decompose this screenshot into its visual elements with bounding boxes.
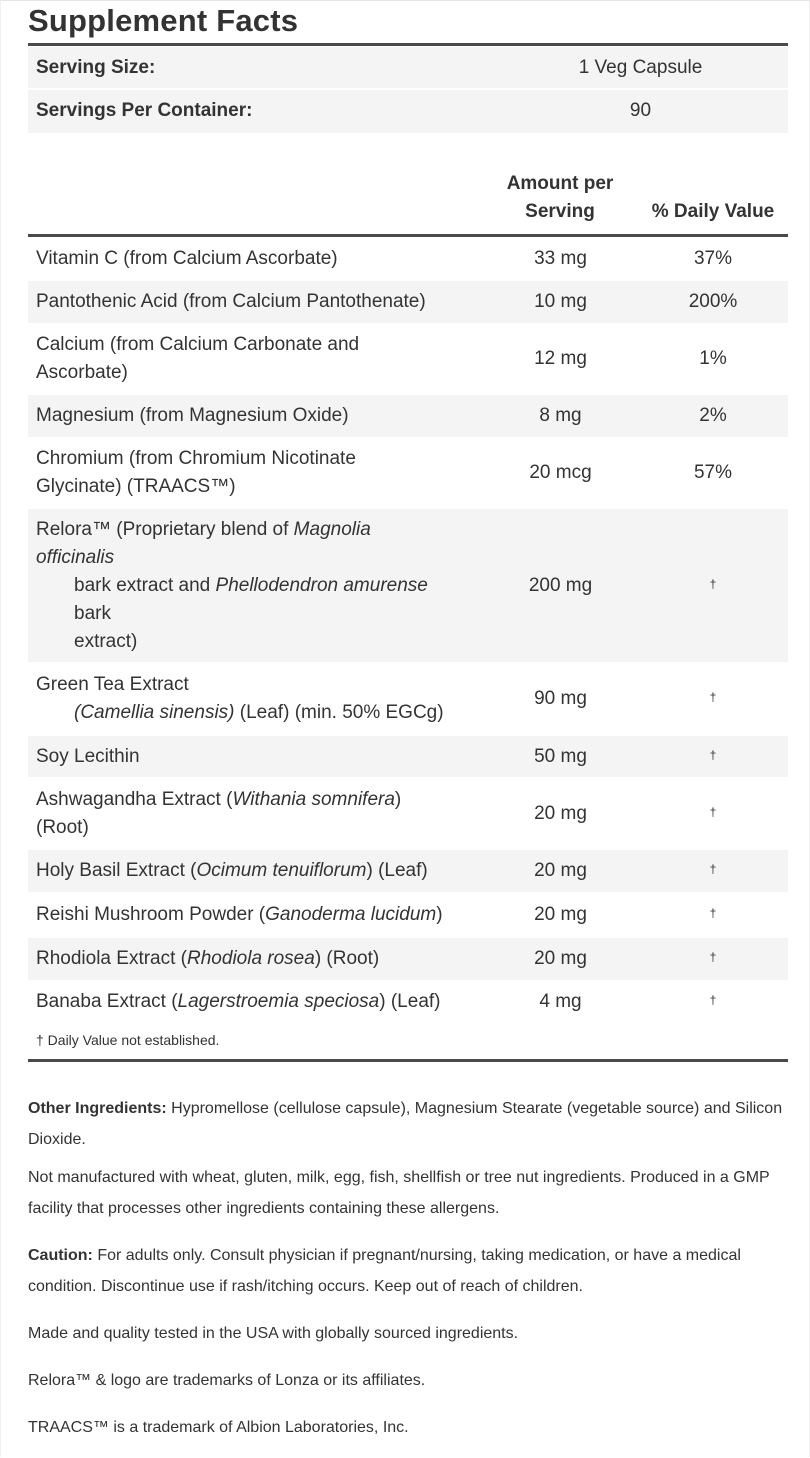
nutrient-amount: 20 mg [534, 948, 587, 969]
nutrient-amount: 33 mg [534, 247, 587, 269]
nutrient-dv: † [709, 950, 717, 964]
nutrient-name [36, 779, 496, 848]
nutrient-row [28, 736, 788, 777]
nutrient-amount: 12 mg [534, 348, 587, 369]
nutrient-name-text: Relora™ (Proprietary blend of [36, 518, 294, 540]
botanical-name: officinalis [36, 546, 115, 568]
nutrient-amount: 50 mg [534, 745, 587, 767]
header-rule [28, 234, 788, 237]
servings-per-container-label: Servings Per Container: [36, 100, 253, 121]
nutrient-name-text: extract) [74, 630, 138, 652]
nutrient-name-line: Chromium (from Chromium Nicotinate [36, 448, 356, 469]
nutrient-name-text: ) (Leaf) [379, 991, 441, 1012]
nutrient-row [28, 894, 788, 936]
serving-size-label: Serving Size: [36, 57, 156, 78]
nutrient-dv: † [709, 690, 717, 704]
nutrient-amount: 10 mg [534, 291, 587, 312]
made-in-note: Made and quality tested in the USA with globally sourced ingredients. [28, 1325, 519, 1342]
caution-label: Caution: [28, 1247, 93, 1264]
daily-value-footnote: † Daily Value not established. [36, 1032, 220, 1048]
nutrient-name-line: Ascorbate) [36, 362, 128, 383]
servings-per-container-value: 90 [629, 100, 652, 121]
nutrient-row [28, 281, 788, 323]
other-ingredients [28, 1093, 788, 1155]
botanical-name: (Camellia sinensis) [74, 702, 235, 723]
nutrient-amount: 20 mcg [529, 462, 592, 483]
nutrient-amount: 200 mg [528, 574, 593, 596]
nutrient-name-text: ) (Root) [314, 948, 380, 969]
amount-header-line2: Serving [525, 201, 595, 222]
nutrient-amount: 20 mg [534, 904, 587, 925]
title-rule [28, 43, 788, 46]
nutrient-name [36, 981, 496, 1023]
nutrient-dv: † [709, 747, 717, 762]
nutrient-row [28, 664, 788, 734]
botanical-name: Magnolia [293, 518, 371, 540]
nutrient-name-line: Green Tea Extract [36, 674, 189, 695]
nutrient-dv: † [709, 576, 717, 591]
nutrient-dv: 37% [693, 247, 733, 269]
nutrient-amount: 4 mg [539, 991, 582, 1012]
serving-size-row [28, 47, 788, 88]
nutrient-dv: † [709, 906, 717, 920]
nutrient-dv: 1% [699, 348, 727, 369]
caution-text: For adults only. Consult physician if pregnant/nursing, taking medication, or have a medical condition. Discontinue use if rash/itching occurs. Keep out of reach of children. [28, 1247, 741, 1295]
serving-size-value: 1 Veg Capsule [578, 57, 703, 78]
botanical-name: Ocimum tenuiflorum [196, 860, 367, 881]
nutrient-row [28, 439, 788, 507]
nutrient-name [36, 439, 496, 507]
nutrient-name: Pantothenic Acid (from Calcium Pantothenate) [36, 291, 426, 312]
nutrient-dv: 200% [688, 291, 738, 312]
nutrient-name [36, 894, 496, 936]
nutrient-name-text: ) [436, 904, 443, 925]
nutrient-row [28, 395, 788, 437]
amount-header-line1: Amount per [506, 173, 614, 194]
nutrient-name-text: ) [394, 788, 402, 810]
allergen-note: Not manufactured with wheat, gluten, milk, egg, fish, shellfish or tree nut ingredients. Produced in a GMP facility that processes other ingredients containing these allergens. [28, 1169, 770, 1217]
nutrient-name [36, 664, 496, 734]
botanical-name: Phellodendron amurense [215, 574, 428, 596]
nutrient-name: Soy Lecithin [36, 745, 140, 767]
nutrient-name-text: Reishi Mushroom Powder ( [36, 904, 266, 925]
nutrient-name [36, 850, 496, 892]
nutrient-row [28, 938, 788, 980]
botanical-name: Ganoderma lucidum [265, 904, 437, 925]
nutrient-dv: † [709, 993, 717, 1007]
nutrient-name [36, 509, 496, 662]
nutrient-row [28, 779, 788, 848]
daily-value-header: % Daily Value [651, 201, 775, 222]
nutrient-dv: 2% [699, 405, 727, 426]
nutrient-name-text: (Leaf) (min. 50% EGCg) [234, 702, 444, 723]
nutrient-name-text: ) (Leaf) [366, 860, 428, 881]
nutrient-amount: 8 mg [539, 405, 582, 426]
botanical-name: Withania somnifera [232, 788, 395, 810]
nutrient-row [28, 325, 788, 393]
nutrient-name: Vitamin C (from Calcium Ascorbate) [36, 247, 338, 269]
amount-per-serving-header [490, 170, 630, 226]
nutrient-name-text: Banaba Extract ( [36, 991, 178, 1012]
nutrient-name-text: bark extract and [74, 574, 216, 596]
nutrient-amount: 90 mg [534, 688, 587, 709]
nutrient-dv: † [709, 862, 717, 876]
nutrient-name-text: Ashwagandha Extract ( [36, 788, 233, 810]
nutrient-row [28, 509, 788, 662]
nutrient-row [28, 981, 788, 1023]
table-bottom-rule [28, 1059, 788, 1062]
servings-per-container-row [28, 90, 788, 133]
page-title: Supplement Facts [28, 3, 299, 38]
nutrient-name [36, 938, 496, 980]
relora-trademark-note: Relora™ & logo are trademarks of Lonza or its affiliates. [28, 1372, 426, 1389]
nutrient-name-line: Calcium (from Calcium Carbonate and [36, 334, 360, 355]
nutrient-dv: † [709, 804, 717, 819]
other-ingredients-label: Other Ingredients: [28, 1100, 167, 1117]
botanical-name: Rhodiola rosea [187, 948, 315, 969]
nutrient-name-line: (Root) [36, 816, 89, 838]
caution [28, 1240, 788, 1302]
nutrient-name-line: Glycinate) (TRAACS™) [36, 476, 236, 497]
nutrient-name-text: Rhodiola Extract ( [36, 948, 188, 969]
nutrient-name-text: bark [74, 602, 111, 624]
nutrient-name [36, 325, 496, 393]
botanical-name: Lagerstroemia speciosa [177, 991, 380, 1012]
nutrient-amount: 20 mg [534, 860, 587, 881]
nutrient-name: Magnesium (from Magnesium Oxide) [36, 405, 349, 426]
other-ingredients-text: Hypromellose (cellulose capsule), Magnesium Stearate (vegetable source) and Silicon Dioxide. [28, 1100, 783, 1148]
traacs-trademark-note: TRAACS™ is a trademark of Albion Laboratories, Inc. [28, 1419, 409, 1436]
nutrient-dv: 57% [693, 462, 733, 483]
nutrient-row [28, 850, 788, 892]
nutrient-name-text: Holy Basil Extract ( [36, 860, 197, 881]
nutrient-row [28, 238, 788, 279]
nutrient-amount: 20 mg [534, 802, 587, 824]
